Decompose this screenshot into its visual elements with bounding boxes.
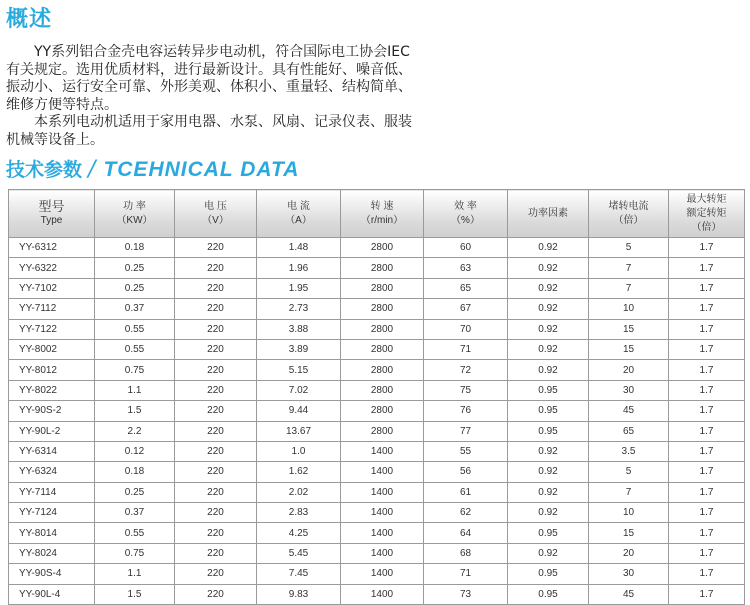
header-locked-current-label: 堵转电流 — [608, 200, 649, 212]
cell-type: YY-8002 — [9, 339, 95, 359]
cell-voltage: 220 — [175, 503, 257, 523]
cell-max-torque: 1.7 — [669, 299, 745, 319]
table-row — [9, 441, 745, 461]
cell-power-factor: 0.95 — [508, 421, 589, 441]
cell-type: YY-6314 — [9, 441, 95, 461]
cell-speed: 1400 — [341, 503, 424, 523]
cell-type: YY-7124 — [9, 503, 95, 523]
cell-type: YY-7112 — [9, 299, 95, 319]
table-row — [9, 503, 745, 523]
cell-max-torque: 1.7 — [669, 462, 745, 482]
cell-power-factor: 0.92 — [508, 258, 589, 278]
cell-max-torque: 1.7 — [669, 564, 745, 584]
cell-locked-current: 3.5 — [589, 441, 669, 461]
cell-speed: 2800 — [341, 421, 424, 441]
cell-power: 0.55 — [95, 339, 175, 359]
cell-voltage: 220 — [175, 238, 257, 258]
cell-power: 0.25 — [95, 482, 175, 502]
table-row — [9, 462, 745, 482]
cell-power: 0.25 — [95, 278, 175, 298]
cell-efficiency: 64 — [424, 523, 508, 543]
title-separator: / — [88, 157, 96, 182]
table-row — [9, 319, 745, 339]
cell-power: 0.18 — [95, 238, 175, 258]
cell-current: 4.25 — [257, 523, 341, 543]
header-current-label: 电 流 — [287, 200, 310, 212]
cell-power: 1.1 — [95, 564, 175, 584]
table-body — [9, 238, 745, 605]
header-max-torque-ratio — [669, 190, 745, 238]
cell-power-factor: 0.95 — [508, 523, 589, 543]
cell-voltage: 220 — [175, 523, 257, 543]
cell-speed: 1400 — [341, 543, 424, 563]
cell-max-torque: 1.7 — [669, 503, 745, 523]
cell-voltage: 220 — [175, 360, 257, 380]
cell-power-factor: 0.92 — [508, 278, 589, 298]
cell-type: YY-90S-2 — [9, 401, 95, 421]
cell-efficiency: 65 — [424, 278, 508, 298]
cell-type: YY-8014 — [9, 523, 95, 543]
cell-type: YY-90L-4 — [9, 584, 95, 604]
cell-voltage: 220 — [175, 462, 257, 482]
header-speed — [341, 190, 424, 238]
cell-voltage: 220 — [175, 299, 257, 319]
header-locked-rotor-current — [589, 190, 669, 238]
table-row — [9, 380, 745, 400]
intro-paragraph-1: YY系列铝合金壳电容运转异步电动机，符合国际电工协会IEC有关规定。选用优质材料，进行最新设计。具有性能好、噪音低、振动小、运行安全可靠、外形美观、体积小、重量轻、结构简单、维修方便等特点。 — [6, 44, 412, 113]
cell-power: 1.5 — [95, 584, 175, 604]
cell-type: YY-7102 — [9, 278, 95, 298]
cell-current: 2.02 — [257, 482, 341, 502]
header-type — [9, 190, 95, 238]
cell-max-torque: 1.7 — [669, 278, 745, 298]
cell-max-torque: 1.7 — [669, 441, 745, 461]
cell-power-factor: 0.92 — [508, 299, 589, 319]
cell-speed: 2800 — [341, 258, 424, 278]
cell-locked-current: 45 — [589, 584, 669, 604]
table-row — [9, 482, 745, 502]
cell-locked-current: 10 — [589, 503, 669, 523]
cell-max-torque: 1.7 — [669, 319, 745, 339]
cell-speed: 1400 — [341, 584, 424, 604]
cell-power: 0.75 — [95, 360, 175, 380]
cell-power: 1.5 — [95, 401, 175, 421]
cell-voltage: 220 — [175, 584, 257, 604]
cell-voltage: 220 — [175, 482, 257, 502]
table-header-row — [9, 190, 745, 238]
cell-current: 9.83 — [257, 584, 341, 604]
cell-voltage: 220 — [175, 564, 257, 584]
overview-title: 概述 — [6, 7, 53, 32]
header-efficiency-unit: （%） — [451, 214, 480, 226]
cell-locked-current: 20 — [589, 543, 669, 563]
cell-efficiency: 76 — [424, 401, 508, 421]
cell-current: 13.67 — [257, 421, 341, 441]
cell-type: YY-7122 — [9, 319, 95, 339]
cell-type: YY-8012 — [9, 360, 95, 380]
header-voltage-unit: （V） — [202, 214, 229, 226]
cell-efficiency: 70 — [424, 319, 508, 339]
cell-max-torque: 1.7 — [669, 339, 745, 359]
cell-type: YY-7114 — [9, 482, 95, 502]
cell-voltage: 220 — [175, 258, 257, 278]
cell-current: 1.95 — [257, 278, 341, 298]
cell-type: YY-6322 — [9, 258, 95, 278]
technical-data-title-en: TCEHNICAL DATA — [103, 158, 300, 181]
cell-power-factor: 0.92 — [508, 238, 589, 258]
cell-locked-current: 15 — [589, 339, 669, 359]
cell-speed: 1400 — [341, 462, 424, 482]
header-voltage — [175, 190, 257, 238]
header-torque-unit: （倍） — [691, 221, 722, 233]
cell-efficiency: 75 — [424, 380, 508, 400]
cell-speed: 2800 — [341, 238, 424, 258]
cell-speed: 2800 — [341, 339, 424, 359]
cell-speed: 2800 — [341, 380, 424, 400]
cell-current: 7.02 — [257, 380, 341, 400]
cell-efficiency: 55 — [424, 441, 508, 461]
cell-efficiency: 56 — [424, 462, 508, 482]
table-row — [9, 543, 745, 563]
cell-efficiency: 71 — [424, 564, 508, 584]
cell-efficiency: 73 — [424, 584, 508, 604]
cell-locked-current: 45 — [589, 401, 669, 421]
table-row — [9, 523, 745, 543]
header-voltage-label: 电 压 — [204, 200, 227, 212]
header-speed-label: 转 速 — [370, 200, 394, 212]
table-row — [9, 339, 745, 359]
cell-power-factor: 0.92 — [508, 339, 589, 359]
cell-speed: 2800 — [341, 401, 424, 421]
cell-locked-current: 10 — [589, 299, 669, 319]
cell-voltage: 220 — [175, 319, 257, 339]
cell-speed: 1400 — [341, 441, 424, 461]
cell-max-torque: 1.7 — [669, 258, 745, 278]
cell-power: 0.55 — [95, 319, 175, 339]
cell-efficiency: 63 — [424, 258, 508, 278]
cell-current: 1.96 — [257, 258, 341, 278]
cell-power-factor: 0.92 — [508, 503, 589, 523]
overview-intro — [6, 44, 416, 149]
cell-max-torque: 1.7 — [669, 401, 745, 421]
cell-power: 0.25 — [95, 258, 175, 278]
cell-power-factor: 0.95 — [508, 584, 589, 604]
cell-power: 0.18 — [95, 462, 175, 482]
intro-paragraph-2: 本系列电动机适用于家用电器、水泵、风扇、记录仪表、服装机械等设备上。 — [6, 114, 412, 148]
cell-power-factor: 0.95 — [508, 380, 589, 400]
table-row — [9, 238, 745, 258]
header-current-unit: （A） — [285, 214, 312, 226]
cell-efficiency: 71 — [424, 339, 508, 359]
cell-efficiency: 68 — [424, 543, 508, 563]
cell-current: 1.48 — [257, 238, 341, 258]
cell-voltage: 220 — [175, 441, 257, 461]
cell-power-factor: 0.92 — [508, 543, 589, 563]
header-current — [257, 190, 341, 238]
header-power-factor — [508, 190, 589, 238]
cell-max-torque: 1.7 — [669, 360, 745, 380]
header-power-label: 功 率 — [123, 200, 146, 212]
cell-locked-current: 20 — [589, 360, 669, 380]
cell-type: YY-90S-4 — [9, 564, 95, 584]
header-power-unit: （KW） — [116, 214, 153, 226]
cell-voltage: 220 — [175, 543, 257, 563]
cell-voltage: 220 — [175, 421, 257, 441]
header-max-torque-label: 最大转矩 — [686, 193, 727, 205]
cell-locked-current: 7 — [589, 278, 669, 298]
cell-current: 2.73 — [257, 299, 341, 319]
cell-voltage: 220 — [175, 339, 257, 359]
cell-power: 0.75 — [95, 543, 175, 563]
cell-locked-current: 7 — [589, 258, 669, 278]
table-row — [9, 584, 745, 604]
cell-speed: 2800 — [341, 360, 424, 380]
table-row — [9, 258, 745, 278]
cell-power-factor: 0.92 — [508, 441, 589, 461]
cell-speed: 1400 — [341, 482, 424, 502]
cell-power: 0.37 — [95, 503, 175, 523]
cell-max-torque: 1.7 — [669, 543, 745, 563]
cell-power-factor: 0.92 — [508, 319, 589, 339]
cell-type: YY-90L-2 — [9, 421, 95, 441]
cell-efficiency: 67 — [424, 299, 508, 319]
header-power-factor-label: 功率因素 — [528, 207, 568, 219]
cell-locked-current: 7 — [589, 482, 669, 502]
header-speed-unit: （r/min） — [360, 214, 404, 226]
cell-current: 3.88 — [257, 319, 341, 339]
technical-data-heading — [6, 152, 299, 182]
cell-speed: 2800 — [341, 319, 424, 339]
cell-type: YY-8022 — [9, 380, 95, 400]
cell-power-factor: 0.92 — [508, 360, 589, 380]
cell-locked-current: 15 — [589, 523, 669, 543]
cell-current: 5.15 — [257, 360, 341, 380]
cell-max-torque: 1.7 — [669, 523, 745, 543]
cell-speed: 2800 — [341, 299, 424, 319]
cell-efficiency: 72 — [424, 360, 508, 380]
header-efficiency-label: 效 率 — [454, 200, 477, 212]
table-row — [9, 360, 745, 380]
cell-speed: 1400 — [341, 564, 424, 584]
cell-locked-current: 30 — [589, 380, 669, 400]
cell-max-torque: 1.7 — [669, 421, 745, 441]
cell-power: 0.37 — [95, 299, 175, 319]
header-power — [95, 190, 175, 238]
cell-locked-current: 5 — [589, 462, 669, 482]
table-row — [9, 278, 745, 298]
cell-current: 1.0 — [257, 441, 341, 461]
cell-speed: 2800 — [341, 278, 424, 298]
cell-voltage: 220 — [175, 278, 257, 298]
table-row — [9, 401, 745, 421]
cell-speed: 1400 — [341, 523, 424, 543]
cell-current: 7.45 — [257, 564, 341, 584]
header-locked-current-unit: （倍） — [613, 214, 644, 226]
cell-power-factor: 0.92 — [508, 482, 589, 502]
cell-current: 1.62 — [257, 462, 341, 482]
cell-voltage: 220 — [175, 401, 257, 421]
table-row — [9, 421, 745, 441]
header-type-en: Type — [40, 214, 63, 226]
table-row — [9, 564, 745, 584]
cell-power: 0.55 — [95, 523, 175, 543]
cell-efficiency: 61 — [424, 482, 508, 502]
cell-current: 5.45 — [257, 543, 341, 563]
cell-power-factor: 0.95 — [508, 564, 589, 584]
cell-max-torque: 1.7 — [669, 482, 745, 502]
cell-efficiency: 77 — [424, 421, 508, 441]
cell-max-torque: 1.7 — [669, 584, 745, 604]
technical-data-table — [8, 189, 745, 605]
technical-data-title-cn: 技术参数 — [6, 159, 83, 181]
cell-power-factor: 0.95 — [508, 401, 589, 421]
cell-current: 3.89 — [257, 339, 341, 359]
header-rated-torque-label: 额定转矩 — [686, 207, 727, 219]
cell-efficiency: 62 — [424, 503, 508, 523]
cell-power: 1.1 — [95, 380, 175, 400]
cell-voltage: 220 — [175, 380, 257, 400]
cell-max-torque: 1.7 — [669, 238, 745, 258]
cell-locked-current: 30 — [589, 564, 669, 584]
cell-max-torque: 1.7 — [669, 380, 745, 400]
header-efficiency — [424, 190, 508, 238]
header-type-cn: 型号 — [38, 198, 65, 214]
cell-power: 2.2 — [95, 421, 175, 441]
cell-current: 2.83 — [257, 503, 341, 523]
cell-locked-current: 65 — [589, 421, 669, 441]
cell-power: 0.12 — [95, 441, 175, 461]
cell-locked-current: 5 — [589, 238, 669, 258]
cell-efficiency: 60 — [424, 238, 508, 258]
cell-current: 9.44 — [257, 401, 341, 421]
cell-type: YY-6324 — [9, 462, 95, 482]
cell-locked-current: 15 — [589, 319, 669, 339]
table-row — [9, 299, 745, 319]
cell-type: YY-8024 — [9, 543, 95, 563]
cell-power-factor: 0.92 — [508, 462, 589, 482]
cell-type: YY-6312 — [9, 238, 95, 258]
